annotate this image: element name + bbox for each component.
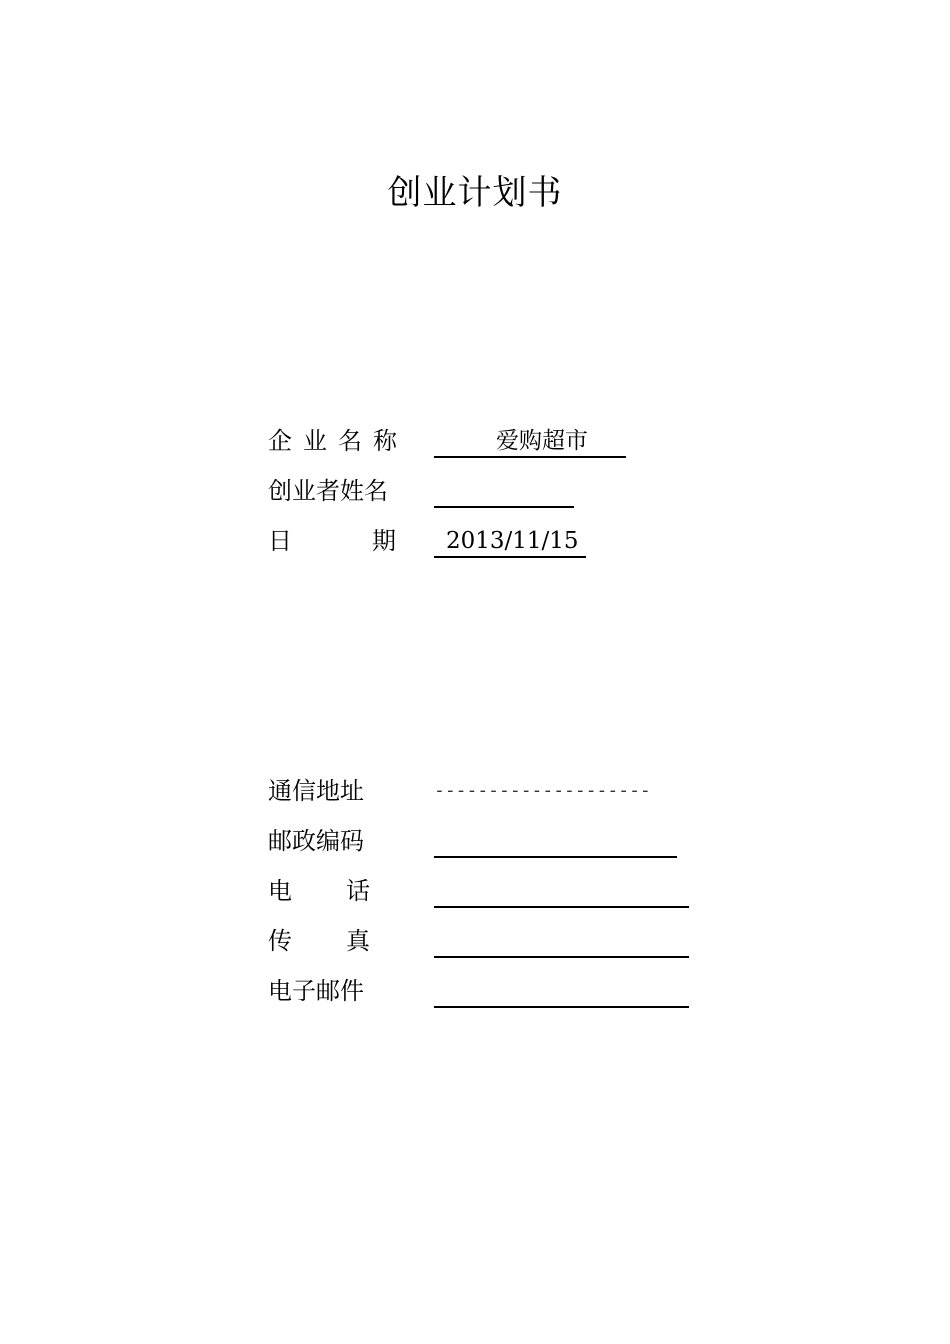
address-field[interactable]: --------------------	[434, 780, 651, 801]
postcode-field[interactable]	[434, 824, 677, 858]
postcode-label: 邮政编码	[268, 827, 364, 855]
company-name-value: 爱购超市	[496, 428, 588, 454]
page-title: 创业计划书	[387, 173, 563, 213]
phone-label: 电 话	[268, 877, 370, 905]
phone-field[interactable]	[434, 874, 689, 908]
date-value: 2013/11/15	[446, 528, 579, 554]
company-name-label: 企业名称	[268, 427, 408, 455]
company-name-field[interactable]	[434, 424, 626, 458]
founder-name-field[interactable]	[434, 474, 574, 508]
address-label: 通信地址	[268, 777, 364, 805]
date-field[interactable]	[434, 524, 586, 558]
email-label: 电子邮件	[268, 977, 364, 1005]
date-label: 日 期	[268, 527, 396, 555]
founder-name-label: 创业者姓名	[268, 477, 388, 505]
fax-label: 传 真	[268, 927, 370, 955]
email-field[interactable]	[434, 974, 689, 1008]
fax-field[interactable]	[434, 924, 689, 958]
